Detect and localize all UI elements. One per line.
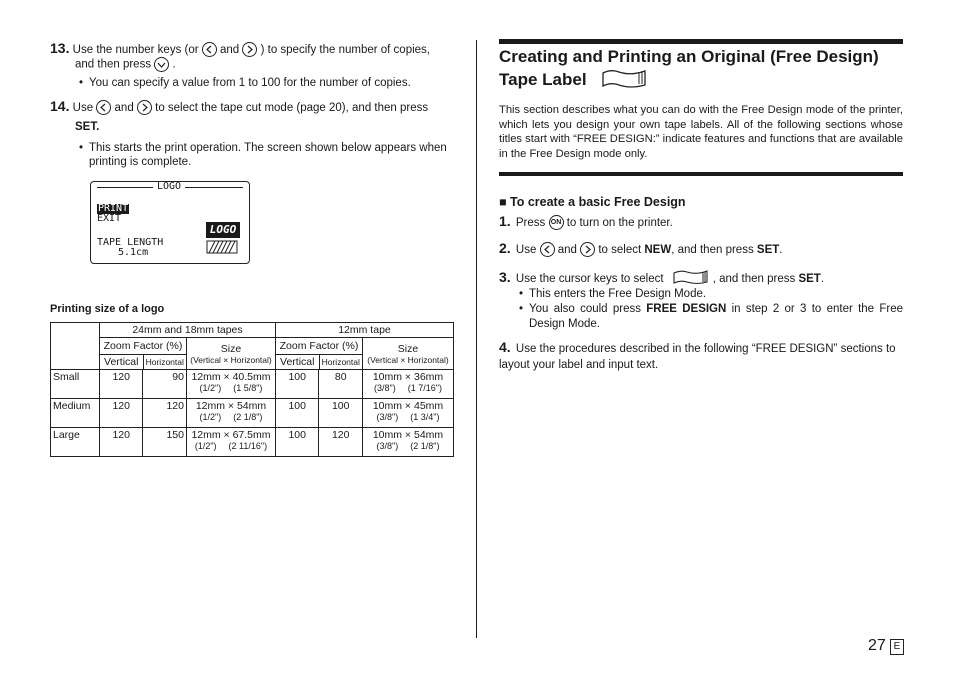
cell-value: 120 xyxy=(331,429,350,441)
table-caption: Printing size of a logo xyxy=(50,303,165,315)
step-text: . xyxy=(779,244,783,256)
cell-s1 xyxy=(186,370,275,399)
inch-value: (1 3/4") xyxy=(410,412,440,422)
free-design-tape-icon xyxy=(673,269,711,288)
cell-value: 150 xyxy=(166,429,184,441)
lcd-logo-graphic: LOGO xyxy=(206,222,240,238)
cell-value: 100 xyxy=(288,371,306,383)
cell-value: 120 xyxy=(112,371,130,383)
right-arrow-key-icon xyxy=(580,242,595,257)
cell-value: Small xyxy=(53,371,80,383)
size-label: Size xyxy=(220,343,242,355)
inch-value: (1/2") xyxy=(199,412,222,422)
cell-value: 12mm × 40.5mm xyxy=(191,371,271,383)
step-text: Press xyxy=(515,217,546,229)
lcd-print-option: PRINT xyxy=(98,203,129,214)
cell-value: 120 xyxy=(166,400,184,412)
cell-label xyxy=(51,399,100,428)
step-3-bullet-1: • This enters the Free Design Mode. xyxy=(529,288,706,300)
right-step-2 xyxy=(499,240,782,257)
cell-value: 90 xyxy=(172,371,184,383)
cell-value: 10mm × 54mm xyxy=(372,429,444,441)
cell-h2 xyxy=(319,428,363,457)
bullet-text: You also could press xyxy=(529,303,641,315)
cell-value: 100 xyxy=(288,400,306,412)
left-arrow-key-icon xyxy=(96,100,111,115)
zoom-header-2 xyxy=(275,338,362,370)
lcd-tape-length-value: 5.1cm xyxy=(118,247,149,258)
step-text: and xyxy=(114,102,134,114)
cell-value: 80 xyxy=(334,371,347,383)
cell-s2 xyxy=(363,399,454,428)
inch-value: (3/8") xyxy=(376,412,399,422)
cell-value: 10mm × 45mm xyxy=(372,400,444,412)
horizontal-label: Horizontal xyxy=(145,357,184,367)
zoom-label: Zoom Factor (%) xyxy=(103,340,183,352)
cell-value: 120 xyxy=(112,429,130,441)
cell-value: 10mm × 36mm xyxy=(372,371,444,383)
right-step-4 xyxy=(499,339,903,373)
right-arrow-key-icon xyxy=(137,100,152,115)
cell-h1 xyxy=(143,370,187,399)
new-option-label: NEW xyxy=(644,244,672,256)
inch-values xyxy=(189,383,273,393)
vertical-label: Vertical xyxy=(276,355,320,369)
section-title-line2 xyxy=(499,67,909,94)
cell-value: 120 xyxy=(112,400,130,412)
cell-v1 xyxy=(100,370,143,399)
step-number: 2. xyxy=(499,240,511,256)
cell-value: 12mm × 67.5mm xyxy=(191,429,271,441)
cell-v2 xyxy=(275,428,318,457)
right-step-3 xyxy=(499,269,824,288)
inch-values xyxy=(365,383,451,393)
step-3-bullet-2 xyxy=(529,302,903,331)
set-label: SET xyxy=(75,121,97,133)
vertical-label: Vertical xyxy=(100,355,144,369)
cell-value: 100 xyxy=(288,429,306,441)
step-text: and xyxy=(557,244,577,256)
table-row xyxy=(51,399,454,428)
inch-value: (2 1/8") xyxy=(233,412,263,422)
cell-value: Large xyxy=(53,429,80,441)
inch-value: (1/2") xyxy=(194,441,217,451)
step-text: , and then press xyxy=(712,273,796,285)
on-key-icon xyxy=(549,215,564,230)
horizontal-label: Horizontal xyxy=(321,357,360,367)
subheading: ■ To create a basic Free Design xyxy=(499,195,686,209)
cell-label xyxy=(51,370,100,399)
step-number: 3. xyxy=(499,269,511,285)
set-label: SET xyxy=(756,244,780,256)
step-text: . xyxy=(820,273,825,285)
left-arrow-key-icon xyxy=(202,42,217,57)
inch-value: (1 5/8") xyxy=(233,383,263,393)
table-body xyxy=(51,370,454,457)
inch-value: (1 7/16") xyxy=(407,383,442,393)
set-key-label: SET. xyxy=(75,121,100,133)
free-design-tape-icon xyxy=(601,67,651,94)
free-design-key-label: FREE DESIGN xyxy=(646,303,727,315)
column-divider xyxy=(476,40,477,638)
cell-v1 xyxy=(100,399,143,428)
zoom-subheader xyxy=(100,354,186,369)
group-12mm: 12mm tape xyxy=(275,323,453,338)
step-text: Use the cursor keys to select xyxy=(515,273,664,285)
zoom-subheader xyxy=(276,354,362,369)
zoom-label: Zoom Factor (%) xyxy=(279,340,359,352)
left-arrow-key-icon xyxy=(540,242,555,257)
page-number: 27 xyxy=(868,637,886,654)
step-text: Use xyxy=(515,244,537,256)
step-text: to select xyxy=(598,244,642,256)
cell-s1 xyxy=(186,399,275,428)
size-header-1 xyxy=(186,338,275,370)
cell-h2 xyxy=(319,399,363,428)
corner-cell xyxy=(51,323,100,370)
cell-v2 xyxy=(275,370,318,399)
lcd-tape-graphic xyxy=(206,240,238,254)
step-number: 4. xyxy=(499,339,511,355)
lcd-exit-option: EXIT xyxy=(97,213,122,224)
step-text: to turn on the printer. xyxy=(566,217,673,229)
inch-values xyxy=(189,441,273,451)
logo-size-table xyxy=(50,322,454,457)
inch-value: (3/8") xyxy=(374,383,396,393)
cell-value: 12mm × 54mm xyxy=(195,400,267,412)
on-key-label: ON xyxy=(550,219,562,227)
cell-value: Medium xyxy=(53,400,91,412)
cell-label xyxy=(51,428,100,457)
step-13-line2: and then press . xyxy=(75,58,176,71)
step-13-bullet: • You can specify a value from 1 to 100 for the number of copies. xyxy=(89,77,411,89)
step-number: 13. xyxy=(50,40,70,56)
step-text: and then press xyxy=(75,58,152,71)
lcd-screen xyxy=(90,181,250,264)
inch-values xyxy=(365,412,451,422)
inch-value: (2 11/16") xyxy=(228,441,268,451)
step-number: 1. xyxy=(499,213,511,229)
cell-s2 xyxy=(363,428,454,457)
lcd-title: LOGO xyxy=(153,182,185,192)
step-text: , and then press xyxy=(671,244,754,256)
cell-value: 100 xyxy=(331,400,350,412)
language-badge: E xyxy=(890,639,904,655)
step-14 xyxy=(50,98,460,115)
step-text: Use the number keys (or xyxy=(72,44,199,56)
cell-s1 xyxy=(186,428,275,457)
right-step-1 xyxy=(499,213,673,230)
section-title xyxy=(499,46,909,94)
inch-values xyxy=(365,441,451,451)
right-arrow-key-icon xyxy=(242,42,257,57)
step-14-bullet: • This starts the print operation. The screen shown below appears when printing is complete. xyxy=(89,141,459,169)
step-text: and xyxy=(220,44,240,56)
size-label: Size xyxy=(397,343,419,355)
cell-h1 xyxy=(143,399,187,428)
size-sub-label: (Vertical × Horizontal) xyxy=(190,355,272,365)
size-sub-label: (Vertical × Horizontal) xyxy=(367,355,449,365)
down-arrow-key-icon xyxy=(154,57,169,72)
group-24-18mm: 24mm and 18mm tapes xyxy=(100,323,276,338)
zoom-header-1 xyxy=(100,338,187,370)
table-row xyxy=(51,428,454,457)
inch-value: (2 1/8") xyxy=(410,441,440,451)
cell-v1 xyxy=(100,428,143,457)
step-13 xyxy=(50,40,460,57)
section-title-line1: Creating and Printing an Original (Free Design) xyxy=(499,47,879,66)
intro-paragraph: This section describes what you can do with the Free Design mode of the printer, which lets you design your own tape labels. All of the following sections whose titles start with “FREE DESIGN:” indicate features and functions that are available in the Free Design mode only. xyxy=(499,104,903,160)
cell-v2 xyxy=(275,399,318,428)
section-title-text: Tape Label xyxy=(499,69,587,89)
size-header-2 xyxy=(363,338,454,370)
cell-h2 xyxy=(319,370,363,399)
step-text: ) to specify the number of copies, xyxy=(260,44,430,56)
section-rule xyxy=(499,172,903,176)
bullet-text: in step 2 or 3 to enter the Free Design Mode. xyxy=(529,303,904,330)
table-row xyxy=(51,370,454,399)
cell-h1 xyxy=(143,428,187,457)
step-text: Use the procedures described in the following “FREE DESIGN” sections to layout your label and input text. xyxy=(499,343,896,371)
step-text: Use xyxy=(72,102,94,114)
title-rule xyxy=(499,39,903,44)
set-label: SET xyxy=(798,273,821,285)
inch-values xyxy=(189,412,273,422)
step-text: to select the tape cut mode (page 20), and then press xyxy=(155,102,429,114)
lcd-tape-length-label: TAPE LENGTH xyxy=(97,237,164,248)
cell-s2 xyxy=(363,370,454,399)
step-number: 14. xyxy=(50,98,70,114)
inch-value: (3/8") xyxy=(376,441,399,451)
inch-value: (1/2") xyxy=(199,383,222,393)
